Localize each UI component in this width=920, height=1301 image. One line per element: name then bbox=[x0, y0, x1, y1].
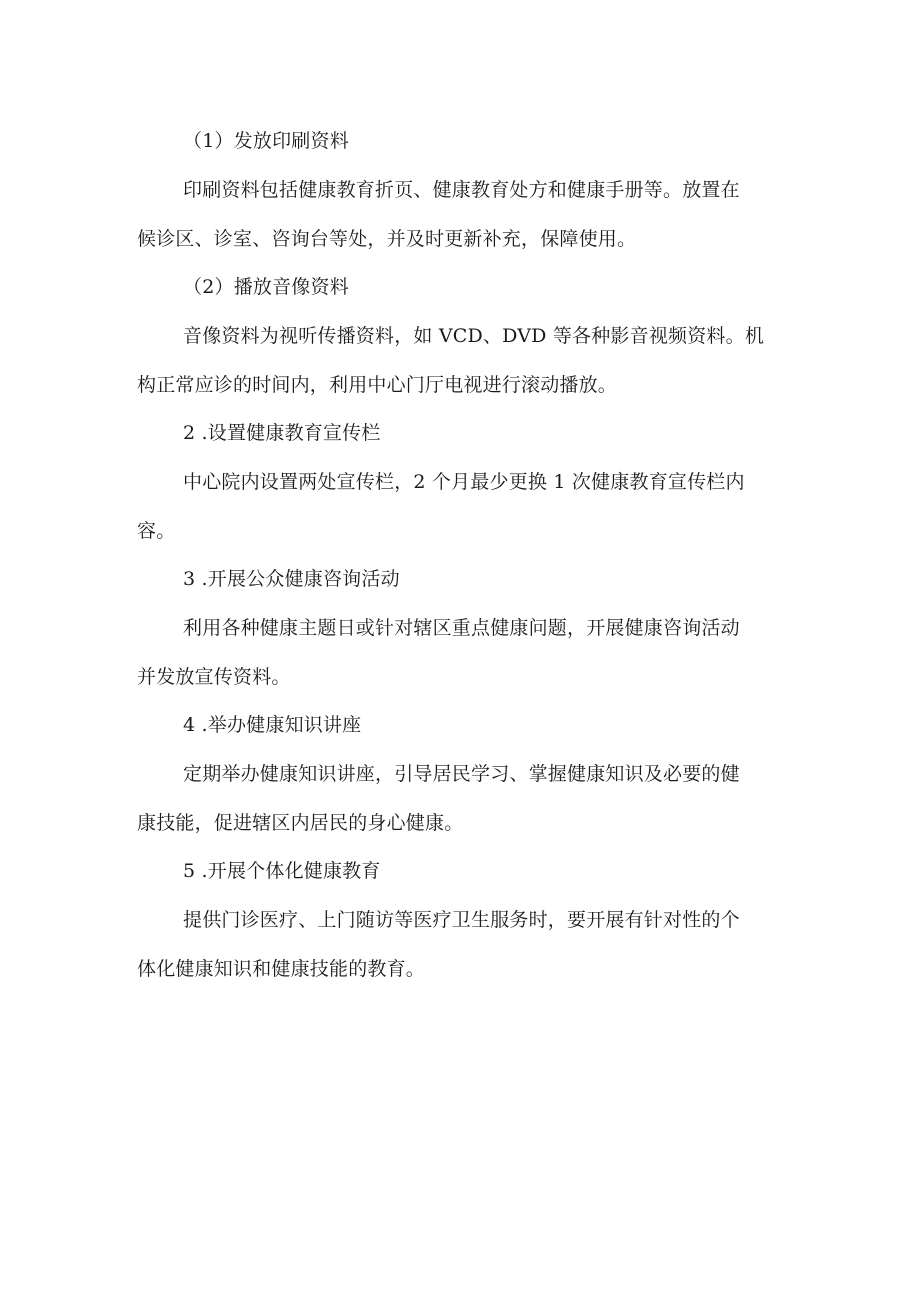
subheading-audio-video: （2）播放音像资料 bbox=[183, 276, 349, 298]
heading-consultation: 3 .开展公众健康咨询活动 bbox=[183, 568, 400, 590]
paragraph-line: 利用各种健康主题日或针对辖区重点健康问题，开展健康咨询活动 bbox=[183, 617, 740, 639]
heading-bulletin-board: 2 .设置健康教育宣传栏 bbox=[183, 422, 381, 444]
subheading-print-materials: （1）发放印刷资料 bbox=[183, 130, 349, 152]
paragraph-line: 中心院内设置两处宣传栏，2 个月最少更换 1 次健康教育宣传栏内 bbox=[183, 471, 745, 493]
paragraph-line: 候诊区、诊室、咨询台等处，并及时更新补充，保障使用。 bbox=[137, 228, 637, 250]
heading-lectures: 4 .举办健康知识讲座 bbox=[183, 714, 362, 736]
paragraph-line: 体化健康知识和健康技能的教育。 bbox=[137, 958, 426, 980]
paragraph-line: 定期举办健康知识讲座，引导居民学习、掌握健康知识及必要的健 bbox=[183, 763, 740, 785]
paragraph-line: 印刷资料包括健康教育折页、健康教育处方和健康手册等。放置在 bbox=[183, 179, 740, 201]
paragraph-line: 容。 bbox=[137, 520, 176, 542]
paragraph-line: 康技能，促进辖区内居民的身心健康。 bbox=[137, 812, 464, 834]
paragraph-line: 并发放宣传资料。 bbox=[137, 666, 291, 688]
paragraph-line: 构正常应诊的时间内，利用中心门厅电视进行滚动播放。 bbox=[137, 374, 618, 396]
paragraph-line: 音像资料为视听传播资料，如 VCD、DVD 等各种影音视频资料。机 bbox=[183, 325, 765, 347]
heading-individual-education: 5 .开展个体化健康教育 bbox=[183, 860, 381, 882]
paragraph-line: 提供门诊医疗、上门随访等医疗卫生服务时，要开展有针对性的个 bbox=[183, 909, 740, 931]
